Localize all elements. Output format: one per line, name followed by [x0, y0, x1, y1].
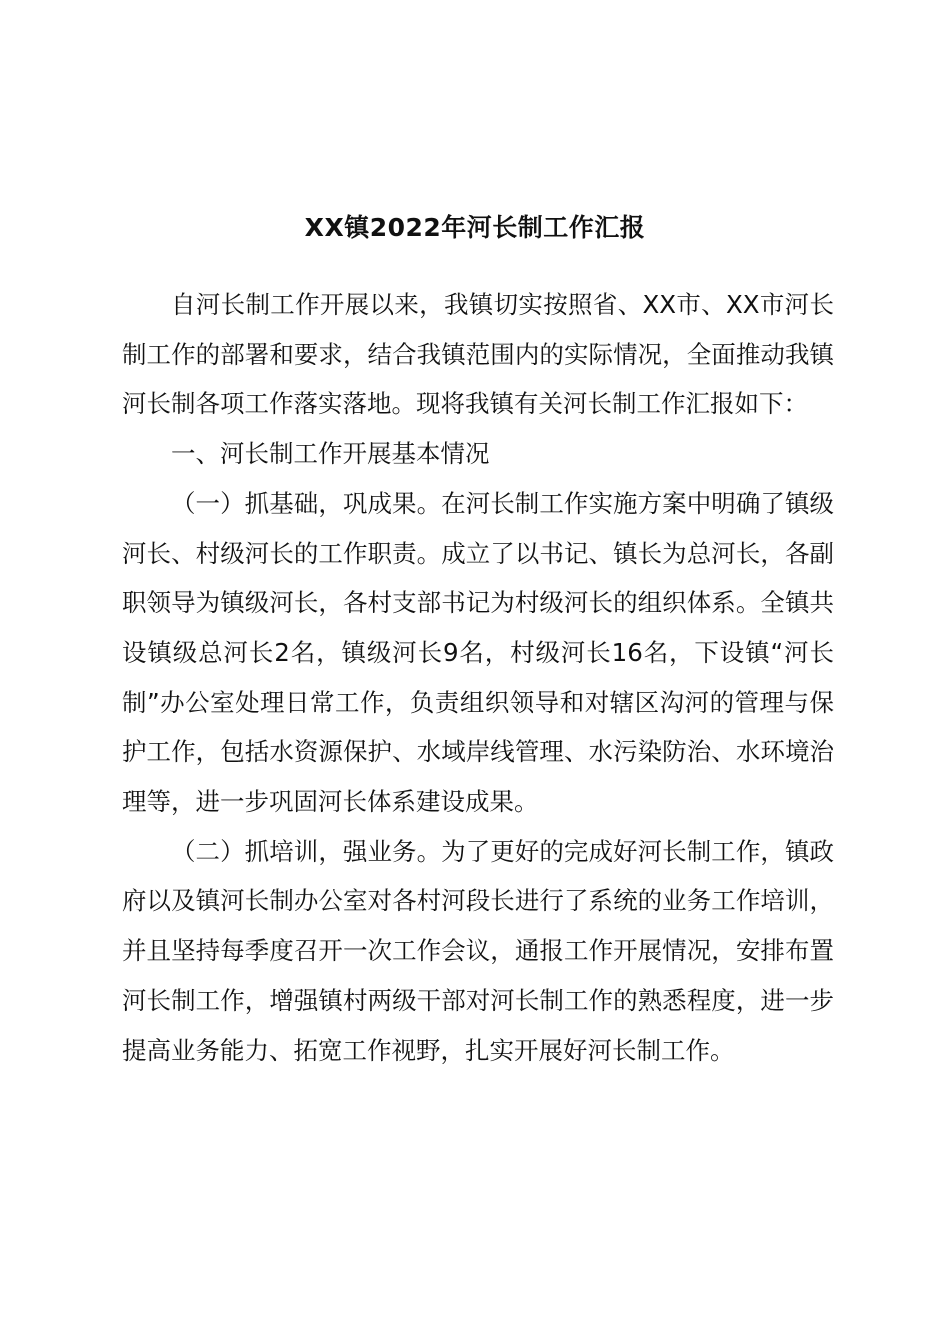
section-heading-1: 一、河长制工作开展基本情况	[171, 439, 490, 469]
paragraph-intro: 自河长制工作开展以来，我镇切实按照省、XX市、XX市河长制工作的部署和要求，结合我镇范围内的实际情况，全面推动我镇河长制各项工作落实落地。现将我镇有关河长制工作汇报如下：	[122, 290, 834, 419]
paragraph-training: （二）抓培训，强业务。为了更好的完成好河长制工作，镇政府以及镇河长制办公室对各村河段长进行了系统的业务工作培训，并且坚持每季度召开一次工作会议，通报工作开展情况，安排布置河长制工作，增强镇村两级干部对河长制工作的熟悉程度，进一步提高业务能力、拓宽工作视野，扎实开展好河长制工作。	[122, 836, 834, 1065]
document-body	[122, 280, 834, 1075]
document-title: XX镇2022年河长制工作汇报	[304, 213, 646, 242]
paragraph-foundation: （一）抓基础，巩成果。在河长制工作实施方案中明确了镇级河长、村级河长的工作职责。成立了以书记、镇长为总河长，各副职领导为镇级河长，各村支部书记为村级河长的组织体系。全镇共设镇级总河长2名，镇级河长9名，村级河长16名，下设镇“河长制”办公室处理日常工作，负责组织领导和对辖区沟河的管理与保护工作，包括水资源保护、水域岸线管理、水污染防治、水环境治理等，进一步巩固河长体系建设成果。	[122, 488, 834, 817]
